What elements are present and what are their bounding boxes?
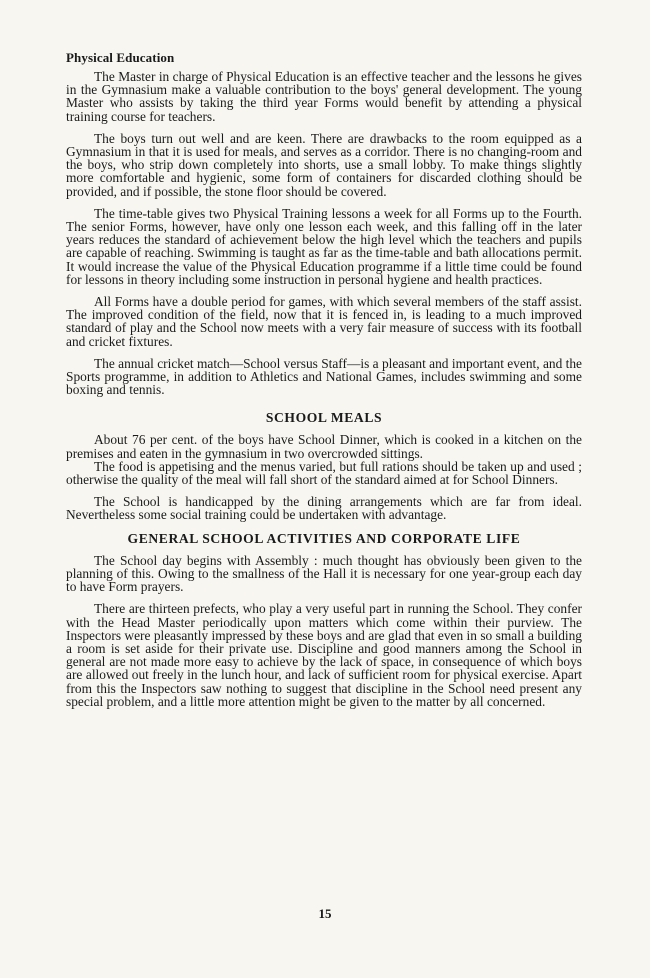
physical-education-paragraph-2: The boys turn out well and are keen. There are drawbacks to the room equipped as a Gymnasium in that it is used for meals, and serves as a corridor. There is no changing-room and the boys, who strip down completely into shorts, use a small lobby. To make things slightly more comfortable and hygienic, some form of containers for discarded clothing should be provided, and if possible, the stone floor should be covered. — [66, 130, 582, 199]
page-number: 15 — [318, 906, 332, 921]
school-meals-heading: SCHOOL MEALS — [265, 410, 383, 426]
school-meals-paragraph-3: The School is handicapped by the dining arrangements which are far from ideal. Nevertheless some social training could be undertaken with advantage. — [66, 494, 582, 523]
physical-education-paragraph-3: The time-table gives two Physical Training lessons a week for all Forms up to the Fourth. The senior Forms, however, have only one lesson each week, and this falling off in the later years reduces the standard of achievement below the high level which the teachers and pupils are capable of reaching. Swimming is taught as far as the time-table and bath allocations permit. It would increase the value of the Physical Education programme if a little time could be found for lessons in theory including some instruction in personal hygiene and health practices. — [66, 205, 582, 287]
physical-education-heading: Physical Education — [66, 50, 175, 65]
physical-education-paragraph-5: The annual cricket match—School versus Staff—is a pleasant and important event, and the Sports programme, in addition to Athletics and National Games, includes swimming and some boxing and tennis. — [66, 355, 582, 398]
school-meals-paragraph-2: The food is appetising and the menus varied, but full rations should be taken up and used ; otherwise the quality of the meal will fall short of the standard aimed at for School Dinners. — [66, 458, 582, 488]
physical-education-paragraph-1: The Master in charge of Physical Education is an effective teacher and the lessons he gives in the Gymnasium make a valuable contribution to the boys' general development. The young Master who assists by taking the third year Forms would benefit by attending a physical training course for teachers. — [66, 69, 582, 124]
general-activities-heading: GENERAL SCHOOL ACTIVITIES AND CORPORATE LIFE — [127, 530, 521, 546]
school-meals-paragraph-1: About 76 per cent. of the boys have School Dinner, which is cooked in a kitchen on the premises and eaten in the gymnasium in two overcrowded sittings. — [66, 432, 582, 461]
general-activities-paragraph-1: The School day begins with Assembly : much thought has obviously been given to the planning of this. Owing to the smallness of the Hall it is necessary for one year-group each day to have Form prayers. — [66, 552, 582, 595]
general-activities-paragraph-2: There are thirteen prefects, who play a very useful part in running the School. They confer with the Head Master periodically upon matters which come within their purview. The Inspectors were pleasantly impressed by these boys and are glad that even in so small a building a room is set aside for their private use. Discipline and good manners among the School in general are not made more easy to achieve by the lack of space, in consequence of which boys are allowed out freely in the lunch hour, and lack of sufficient room for physical exercise. Apart from this the Inspectors saw nothing to suggest that discipline in the School need present any special problem, and a little more attention might be given to the matter by all concerned. — [66, 601, 582, 709]
physical-education-paragraph-4: All Forms have a double period for games, with which several members of the staff assist. The improved condition of the field, now that it is fenced in, is leading to a much improved standard of play and the School now meets with a very fair measure of success with its football and cricket fixtures. — [66, 294, 582, 349]
